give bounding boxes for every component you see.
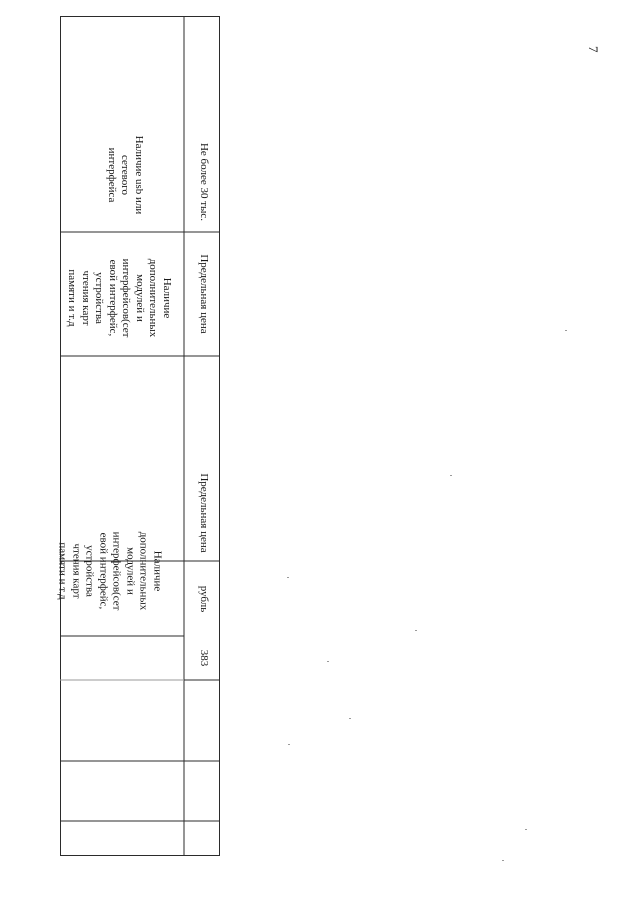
unit-cell: рубль [198,585,210,613]
price-label-cell-2: Предельная цена [198,254,210,334]
value-characteristic-cell: Наличие usb или сетевого интерфейса [106,135,145,215]
price-label-cell-1: Предельная цена [198,473,210,553]
module-characteristic-cell-2: Наличие дополнительных модулей и интерфейсов(сет евой интерфейс, устройства чтения карт памяти и т.д [66,258,173,338]
page-number: 7 [586,46,601,53]
rotated-table [57,16,220,856]
module-characteristic-cell: Наличие дополнительных модулей и интерфейсов(сет евой интерфейс, устройства чтения карт памяти и т.д [57,531,164,611]
price-value-cell: Не более 30 тыс. [198,142,210,222]
okei-code-cell: 383 [198,649,210,667]
